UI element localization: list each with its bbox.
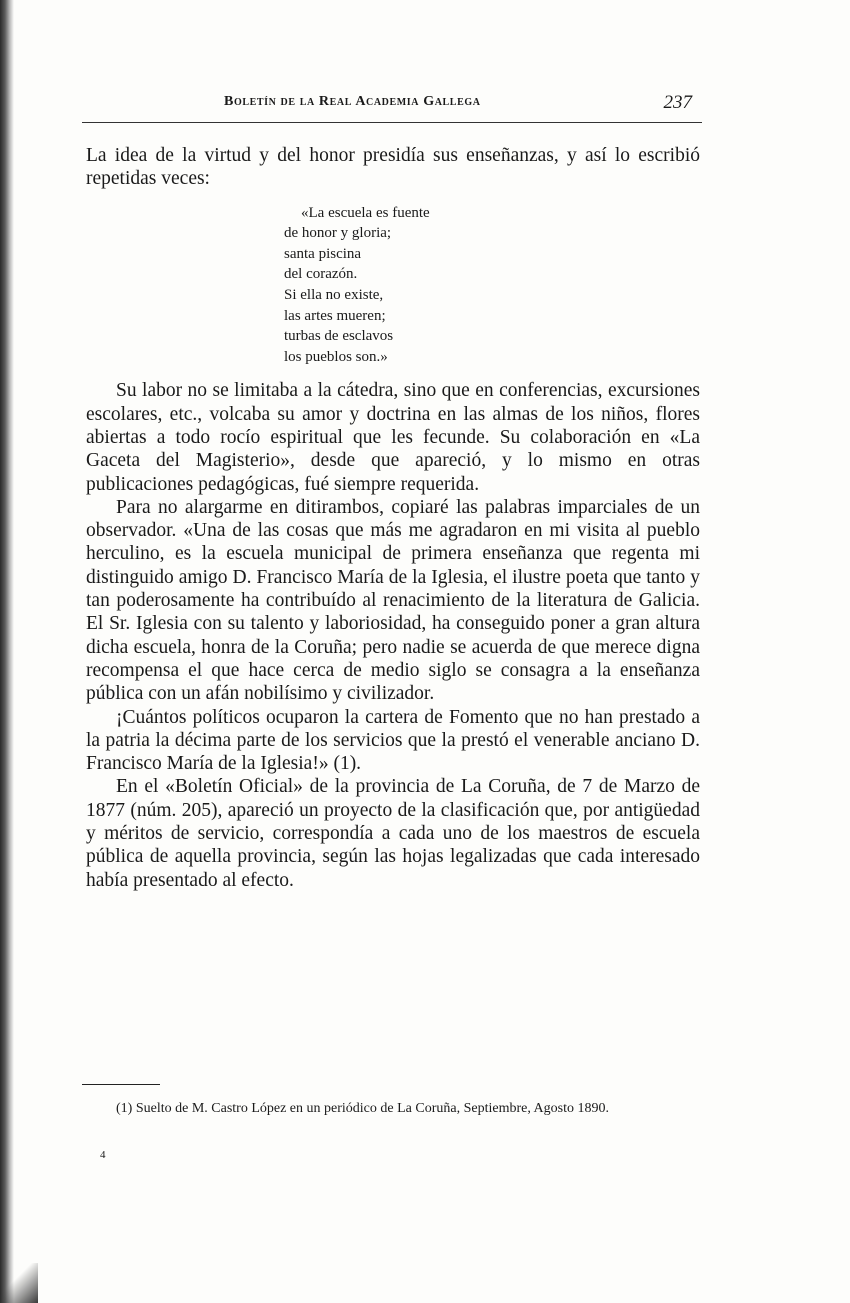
poem-line: «La escuela es fuente <box>301 204 430 221</box>
paragraph-2: Su labor no se limitaba a la cátedra, sino que en conferencias, excursiones escolares, etc., volcaba su amor y doctrina en las almas de los niños, flores abiertas a todo rocío espiritual que les fecunde. Su colaboración en «La Gaceta del Magisterio», desde que apareció, y lo mismo en otras publicaciones pedagógicas, fué siempre requerida. <box>86 380 700 495</box>
scan-corner-shadow <box>0 1263 38 1303</box>
poem-line: de honor y gloria; <box>284 225 392 242</box>
paragraph-5: En el «Boletín Oficial» de la provincia de La Coruña, de 7 de Marzo de 1877 (núm. 205), apareció un proyecto de la clasificación que, por antigüedad y méritos de servicio, correspondía a cada uno de los maestros de escuela pública de aquella provincia, según las hojas legalizadas que cada interesado había presentado al efecto. <box>86 776 700 891</box>
journal-title: Boletín de la Real Academia Gallega <box>224 94 481 109</box>
paragraph-4: ¡Cuántos políticos ocuparon la cartera de Fomento que no han prestado a la patria la décima parte de los servicios que la prestó el venerable anciano D. Francisco María de la Iglesia!» (1). <box>86 706 700 775</box>
poem-line: turbas de esclavos <box>284 328 394 345</box>
paragraph-1: La idea de la virtud y del honor presidía sus enseñanzas, y así lo escribió repetidas veces: <box>86 145 700 190</box>
page-number: 237 <box>663 92 692 113</box>
poem-quotation <box>284 203 700 368</box>
paragraph-3: Para no alargarme en ditirambos, copiaré las palabras imparciales de un observador. «Una de las cosas que más me agradaron en mi visita al pueblo herculino, es la escuela municipal de primera enseñanza que regenta mi distinguido amigo D. Francisco María de la Iglesia, el ilustre poeta que tanto y tan poderosamente ha contribuído al renacimiento de la literatura de Galicia. El Sr. Iglesia con su talento y laboriosidad, ha conseguido poner a gran altura dicha escuela, honra de la Coruña; pero nadie se acuerda de que merece digna recompensa el que hace cerca de medio siglo se consagra a la enseñanza pública con un afán nobilísimo y civilizador. <box>86 496 700 705</box>
footnote: (1) Suelto de M. Castro López en un periódico de La Coruña, Septiembre, Agosto 1890. <box>116 1101 610 1116</box>
poem-line: los pueblos son.» <box>284 348 388 365</box>
scan-edge-shadow <box>0 0 14 1303</box>
body-text <box>86 144 700 892</box>
poem-line: Si ella no existe, <box>284 286 384 303</box>
running-head <box>82 92 702 123</box>
poem-line: santa piscina <box>284 245 362 262</box>
printer-signature-mark: 4 <box>100 1149 106 1161</box>
footnote-divider <box>82 1084 160 1085</box>
poem-line: del corazón. <box>284 266 358 283</box>
poem-line: las artes mueren; <box>284 307 386 324</box>
